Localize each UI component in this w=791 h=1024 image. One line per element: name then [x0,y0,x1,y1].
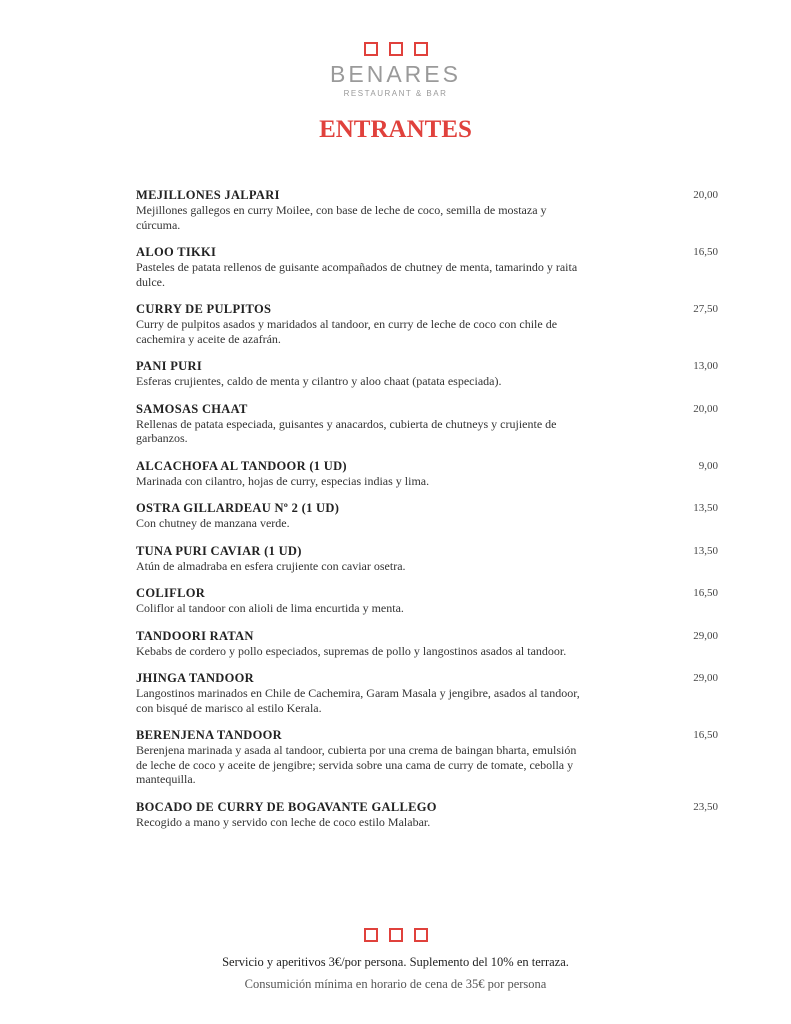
item-price: 20,00 [693,402,718,415]
item-price: 16,50 [693,729,718,741]
item-name: MEJILLONES JALPARI [136,188,280,202]
item-name: TANDOORI RATAN [136,628,254,643]
brand-tagline: RESTAURANT & BAR [343,89,448,98]
item-name: CURRY DE PULPITOS [136,302,272,316]
item-price: 16,50 [693,587,718,599]
item-name: BOCADO DE CURRY DE BOGAVANTE GALLEGO [136,799,437,814]
menu-item [136,359,718,389]
item-name: BERENJENA TANDOOR [136,728,282,742]
item-description: Atún de almadraba en esfera crujiente con caviar osetra. [136,558,406,573]
item-name: JHINGA TANDOOR [136,671,254,685]
item-description: Coliflor al tandoor con alioli de lima encurtida y menta. [136,601,404,615]
menu-item [136,544,718,574]
menu-item [136,402,718,446]
item-description: Esferas crujientes, caldo de menta y cilantro y aloo chaat (patata especiada). [136,374,502,388]
menu-list [136,188,718,842]
item-name: PANI PURI [136,359,203,373]
item-description: Recogido a mano y servido con leche de coco estilo Malabar. [136,814,431,829]
menu-item [136,302,718,346]
footer-minimum-note: Consumición mínima en horario de cena de 35€ por persona [244,977,547,991]
item-description: Rellenas de patata especiada, guisantes y anacardos, cubierta de chutneys y crujiente de garbanzos. [136,416,557,445]
item-name: SAMOSAS CHAAT [136,401,248,416]
item-price: 13,00 [693,360,718,372]
item-name: COLIFLOR [136,586,206,600]
menu-item [136,459,718,489]
item-description: Curry de pulpitos asados y maridados al tandoor, en curry de leche de coco con chile de cachemira y aceite de azafrán. [136,317,558,346]
menu-item [136,800,718,830]
item-name: OSTRA GILLARDEAU Nº 2 (1 UD) [136,501,340,515]
menu-item [136,629,718,659]
item-description: Mejillones gallegos en curry Moilee, con base de leche de coco, semilla de mostaza y cúrcuma. [136,203,547,232]
section-title: ENTRANTES [319,116,472,143]
item-price: 9,00 [698,459,718,472]
menu-item [136,501,718,531]
item-price: 23,50 [693,800,718,813]
item-description: Pasteles de patata rellenos de guisante acompañados de chutney de menta, tamarindo y raita dulce. [136,260,578,289]
item-description: Marinada con cilantro, hojas de curry, especias indias y lima. [136,473,430,488]
item-name: ALCACHOFA AL TANDOOR (1 UD) [136,458,347,473]
item-name: TUNA PURI CAVIAR (1 UD) [136,543,302,558]
item-price: 13,50 [693,544,718,557]
item-description: Berenjena marinada y asada al tandoor, cubierta por una crema de baingan bharta, emulsión de leche de coco y aceite de jengibre; servida sobre una cama de curry de tomate, cebolla y mantequilla. [136,743,577,786]
menu-item [136,586,718,616]
item-price: 20,00 [693,189,718,201]
item-name: ALOO TIKKI [136,245,217,259]
item-description: Kebabs de cordero y pollo especiados, supremas de pollo y langostinos asados al tandoor. [136,643,567,658]
footer-service-note: Servicio y aperitivos 3€/por persona. Suplemento del 10% en terraza. [222,955,569,969]
menu-item [136,671,718,715]
menu-item [136,245,718,289]
brand-logo: BENARES [330,61,461,87]
item-price: 13,50 [693,502,718,514]
item-price: 16,50 [693,246,718,258]
menu-item [136,728,718,787]
footer-squares-icon [0,928,791,942]
item-description: Langostinos marinados en Chile de Cachemira, Garam Masala y jengibre, asados al tandoor, con bisqué de marisco al estilo Kerala. [136,686,580,715]
item-description: Con chutney de manzana verde. [136,516,290,530]
item-price: 29,00 [693,629,718,642]
item-price: 27,50 [693,303,718,315]
menu-item [136,188,718,232]
item-price: 29,00 [693,672,718,684]
logo-squares-icon [0,42,791,56]
